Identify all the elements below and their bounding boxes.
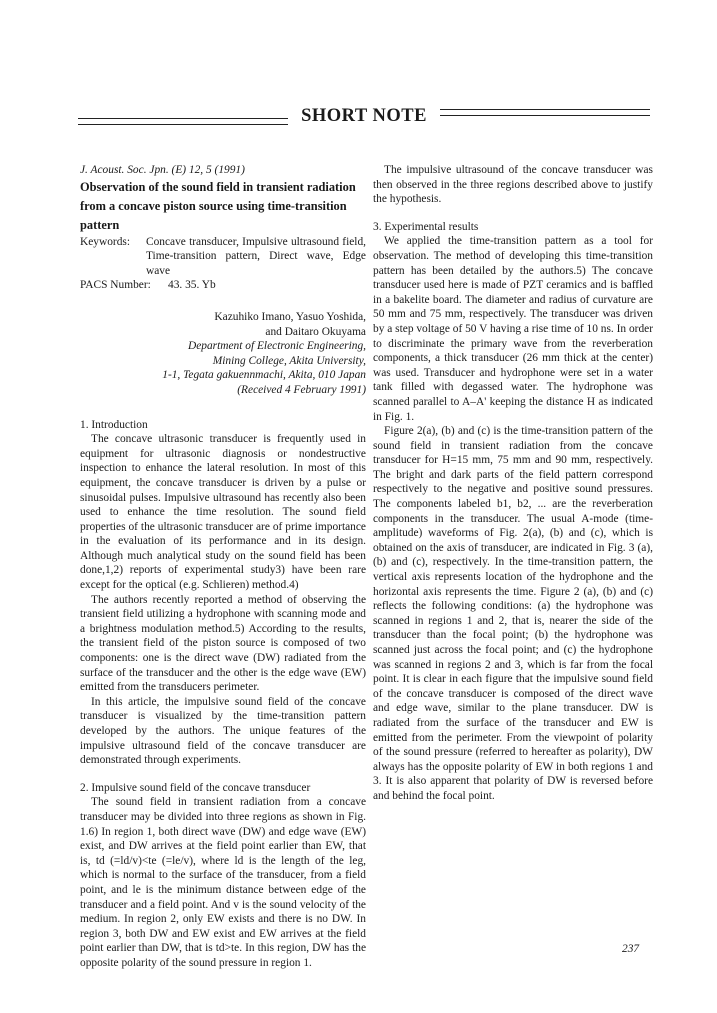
section-heading: 1. Introduction [80, 418, 148, 431]
paper-title: Observation of the sound field in transient radiation from a concave piston source using time-transition pattern [80, 179, 356, 232]
received-date: (Received 4 February 1991) [237, 383, 366, 396]
author-line: Kazuhiko Imano, Yasuo Yoshida, [214, 310, 366, 323]
section-heading: 3. Experimental results [373, 220, 479, 233]
section-banner [78, 104, 650, 134]
citation: J. Acoust. Soc. Jpn. (E) 12, 5 (1991) [80, 164, 245, 176]
paragraph: The concave ultrasonic transducer is frequently used in equipment for ultrasonic diagnosis or nondestructive inspection to enhance the lateral resolution. In most of this equipment, the concave transducer is driven by a pulse or sinusoidal pulses. Impulsive ultrasound has recently also been used to enhance the time resolution. The sound field properties of the ultrasonic transducer are of prime importance in the evaluation of its performance and in its design. Although much analytical study on the sound field has been done,1,2) reports of experimental study3) have been rare except for the optical (e.g. Schlieren) method.4) [80, 433, 366, 592]
left-column [80, 163, 366, 971]
page-number: 237 [622, 943, 640, 955]
author-block [80, 310, 366, 398]
pacs-label: PACS Number: [80, 279, 151, 292]
keywords [80, 235, 366, 279]
paragraph: We applied the time-transition pattern as a tool for observation. The method of developing this time-transition pattern has been detailed by the authors.5) The concave transducer used here is made of PZT ceramics and is baffled in a bakelite board. The diameter and radius of curvature are 50 mm and 75 mm, respectively. The transducer was driven by a step voltage of 50 V having a rise time of 10 ns. In order to discriminate the primary wave from the reverberation components, a thick transducer (26 mm thick at the center) was used. Transducer and hydrophone were set in a water tank filled with degassed water. The hydrophone was scanned parallel to A–A' keeping the distance H as indicated in Fig. 1. [373, 235, 653, 423]
paragraph: Figure 2(a), (b) and (c) is the time-transition pattern of the sound field in transient radiation from the concave transducer for H=15 mm, 75 mm and 90 mm, respectively. The bright and dark parts of the field pattern correspond respectively to the negative and positive sound pressures. The components labeled b1, b2, ... are the reverberation components in the transducer. The usual A-mode (time-amplitude) waveforms of Fig. 2(a), (b) and (c), which is obtained on the axis of transducer, are indicated in Fig. 3 (a), (b) and (c), respectively. In the time-transition pattern, the vertical axis represents location of the hydrophone and the horizontal axis represents the time. Figure 2 (a), (b) and (c) reflects the following conditions: (a) the hydrophone was scanned in regions 1 and 2, that is, nearer the side of the transducer than the focal point; (b) the hydrophone was scanned just across the focal point; and (c) the hydrophone was scanned in regions 2 and 3, which is far from the focal point. It is clear in each figure that the impulsive sound field of the concave transducer is composed of the direct wave and edge wave, similar to the plane transducer. DW is radiated from the surface of the transducer and EW is emitted from the perimeter. From the viewpoint of polarity of the sound pressure (referred to hereafter as polarity), DW always has the opposite polarity of EW in both regions 1 and 3. It is also apparent that polarity of DW is reversed before and behind the focal point. [373, 425, 653, 802]
affiliation-line: 1-1, Tegata gakuennmachi, Akita, 010 Japan [162, 369, 366, 382]
paragraph: The authors recently reported a method of observing the transient field utilizing a hydrophone with scanning mode and a brightness modulation method.5) According to the results, the transient field of the piston source is composed of two components: one is the direct wave (DW) radiated from the surface of the transducer and the other is the edge wave (EW) emitted from the transducers perimeter. [80, 593, 366, 694]
keywords-text: Concave transducer, Impulsive ultrasound field, Time-transition pattern, Direct wave, Edge wave [146, 235, 366, 277]
banner-title: SHORT NOTE [301, 106, 427, 126]
pacs-number: 43. 35. Yb [168, 279, 216, 292]
paragraph: In this article, the impulsive sound field of the concave transducer is visualized by the time-transition pattern developed by the authors. The unique features of the impulsive ultrasound field of the concave transducer are demonstrated through experiments. [80, 695, 366, 767]
keywords-label: Keywords: [80, 235, 130, 248]
affiliation-line: Mining College, Akita University, [212, 354, 366, 367]
paragraph: The impulsive ultrasound of the concave transducer was then observed in the three regions described above to justify the hypothesis. [373, 164, 653, 206]
right-column [373, 163, 653, 804]
pacs [80, 278, 366, 293]
section-heading: 2. Impulsive sound field of the concave transducer [80, 781, 311, 794]
paragraph: The sound field in transient radiation from a concave transducer may be divided into three regions as shown in Fig. 1.6) In region 1, both direct wave (DW) and edge wave (EW) exist, and DW arrives at the field point earlier than EW, that is, td (=ld/v)<te (=le/v), where ld is the length of the leg, which is normal to the surface of the transducer, from a field point, and le is the minimum distance between edge of the transducer and a field point. And v is the sound velocity of the medium. In region 2, only EW exists and there is no DW. In region 3, both DW and EW exist and EW arrives at the field point earlier than DW, that is td>te. In this region, DW has the opposite polarity of the sound pressure in region 1. [80, 796, 366, 969]
affiliation-line: Department of Electronic Engineering, [188, 340, 366, 353]
author-line: and Daitaro Okuyama [265, 325, 366, 338]
